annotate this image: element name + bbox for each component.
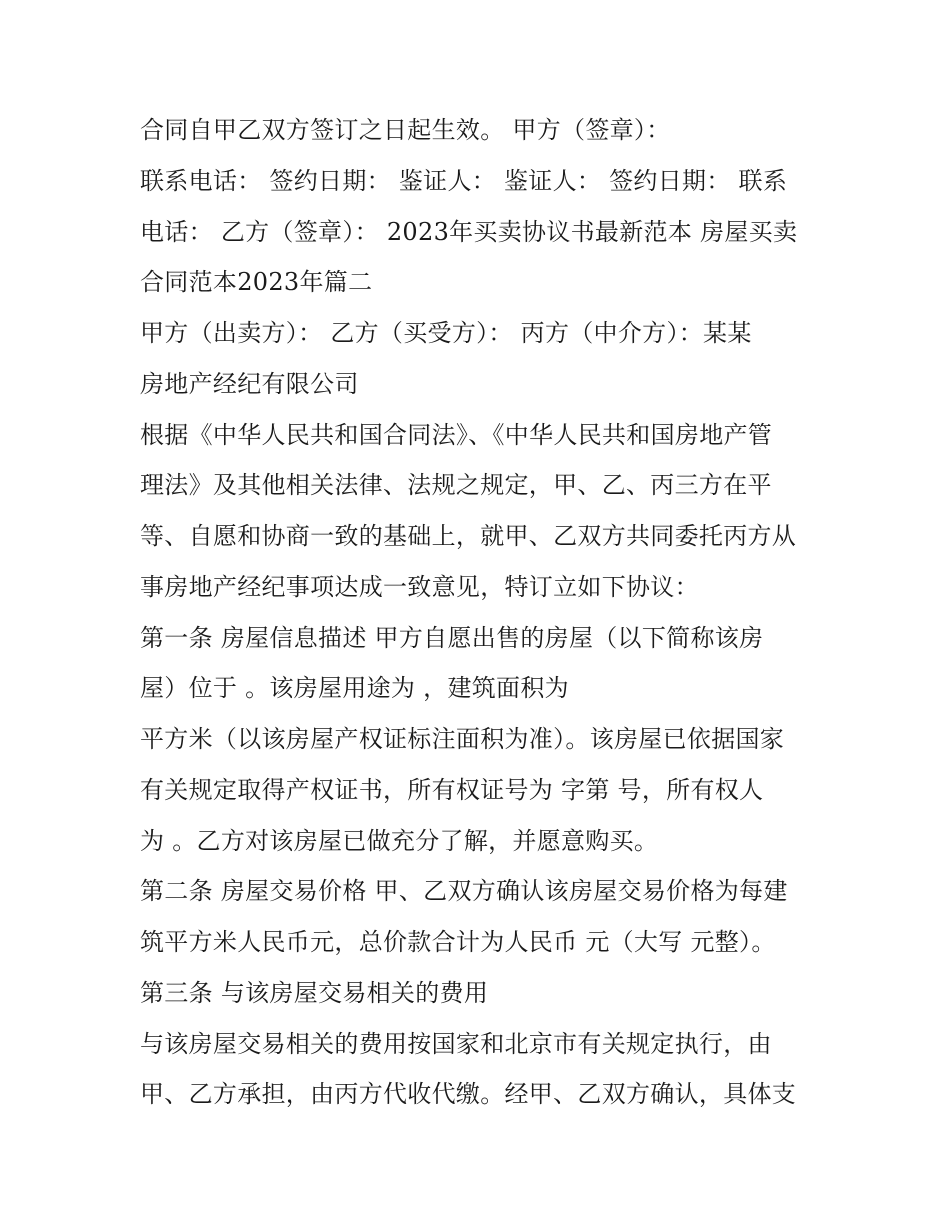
text-line: 联系电话： 签约日期： 鉴证人： 鉴证人： 签约日期： 联系 xyxy=(140,167,788,195)
text-line: 甲方（出卖方）： 乙方（买受方）： 丙方（中介方）：某某 xyxy=(140,319,752,347)
text-line: 第二条 房屋交易价格 甲、乙双方确认该房屋交易价格为每建 xyxy=(140,877,788,905)
text-line: 有关规定取得产权证书，所有权证号为 字第 号，所有权人 xyxy=(140,776,764,804)
text-line: 房地产经纪有限公司 xyxy=(140,370,359,398)
text-line: 根据《中华人民共和国合同法》、《中华人民共和国房地产管 xyxy=(140,421,773,449)
text-line: 第三条 与该房屋交易相关的费用 xyxy=(140,979,489,1007)
text-line: 第一条 房屋信息描述 甲方自愿出售的房屋（以下简称该房 xyxy=(140,624,764,652)
text-line: 甲、乙方承担，由丙方代收代缴。经甲、乙双方确认，具体支 xyxy=(140,1080,797,1108)
text-line: 为 。乙方对该房屋已做充分了解，并愿意购买。 xyxy=(140,827,659,855)
text-line: 合同自甲乙双方签订之日起生效。 甲方（签章）： xyxy=(140,116,671,144)
text-line: 与该房屋交易相关的费用按国家和北京市有关规定执行，由 xyxy=(140,1030,772,1058)
text-line: 等、自愿和协商一致的基础上，就甲、乙双方共同委托丙方从 xyxy=(140,522,797,550)
text-line: 理法》及其他相关法律、法规之规定，甲、乙、丙三方在平 xyxy=(140,471,772,499)
text-line: 筑平方米人民币元，总价款合计为人民币 元（大写 元整）。 xyxy=(140,928,776,956)
text-line: 合同范本2023年篇二 xyxy=(140,268,373,296)
text-line: 屋）位于 。该房屋用途为 ，建筑面积为 xyxy=(140,674,569,702)
text-line: 电话： 乙方（签章）： 2023年买卖协议书最新范本 房屋买卖 xyxy=(140,218,798,246)
text-line: 事房地产经纪事项达成一致意见，特订立如下协议： xyxy=(140,573,699,601)
text-line: 平方米（以该房屋产权证标注面积为准）。该房屋已依据国家 xyxy=(140,725,785,753)
